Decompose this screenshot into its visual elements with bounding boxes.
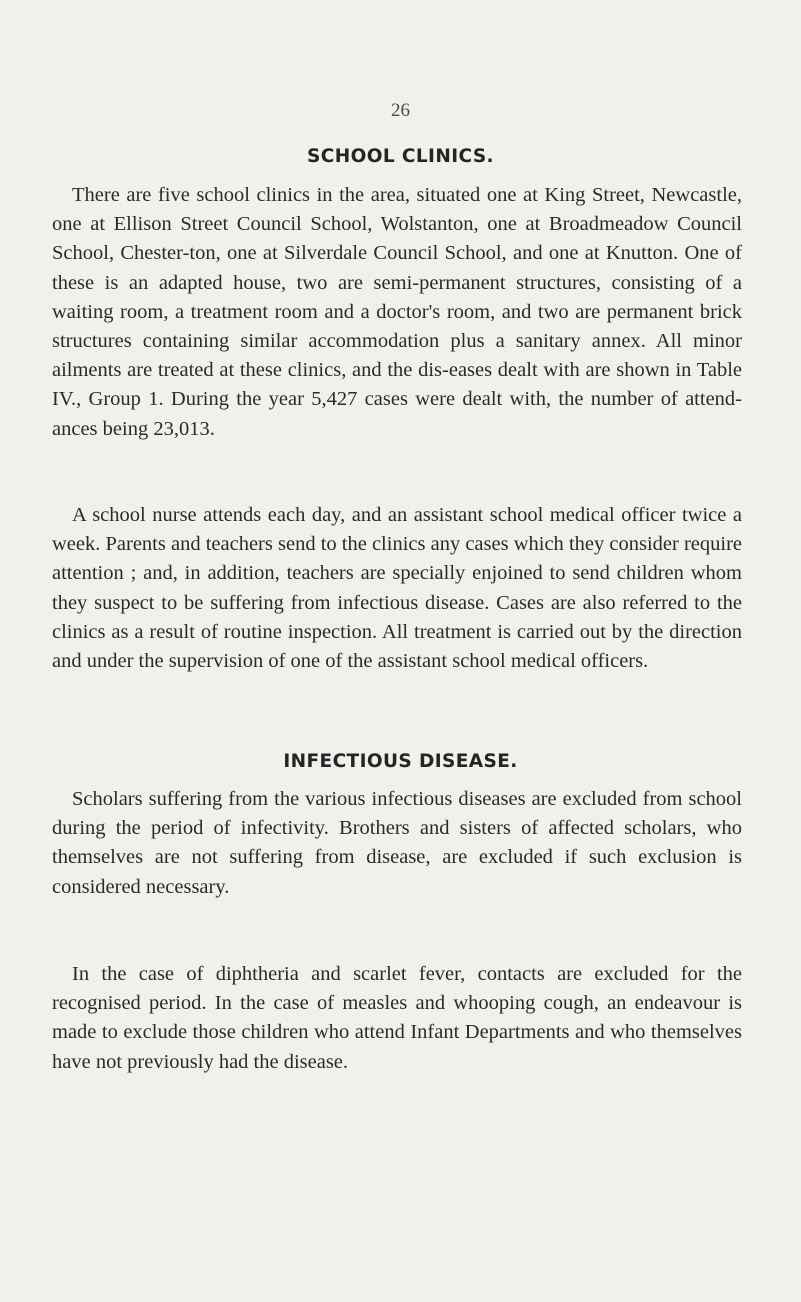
heading-infectious-disease: INFECTIOUS DISEASE.: [283, 751, 518, 772]
page-number: 26: [391, 100, 410, 121]
paragraph-contact-exclusion: In the case of diphtheria and scarlet fever, contacts are excluded for the recognised period. In the case of measles and whooping cough, an endeavour is made to exclude those children who attend Infant Departments and who themselves have not previously had the disease.: [52, 963, 742, 1073]
heading-school-clinics: SCHOOL CLINICS.: [307, 146, 494, 167]
paragraph-clinic-staffing: A school nurse attends each day, and an assistant school medical officer twice a week. Parents and teachers send to the clinics any cases which they consider require attention ; and, in addition, teachers are specially enjoined to send children whom they suspect to be suffering from infectious disease. Cases are also referred to the clinics as a result of routine inspection. All treatment is carried out by the direction and under the supervision of one of the assistant school medical officers.: [52, 504, 742, 673]
paragraph-clinics-overview: There are five school clinics in the area, situated one at King Street, Newcastle, one at Ellison Street Council School, Wolstanton, one at Broadmeadow Council School, Chester-ton, one at Silverdale Council School, and one at Knutton. One of these is an adapted house, two are semi-permanent structures, consisting of a waiting room, a treatment room and a doctor's room, and two are permanent brick structures containing similar accommodation plus a sanitary annex. All minor ailments are treated at these clinics, and the dis-eases dealt with are shown in Table IV., Group 1. During the year 5,427 cases were dealt with, the number of attend-ances being 23,013.: [52, 184, 742, 440]
paragraph-exclusion-policy: Scholars suffering from the various infectious diseases are excluded from school during the period of infectivity. Brothers and sisters of affected scholars, who themselves are not suffering from disease, are excluded if such exclusion is considered necessary.: [52, 788, 742, 898]
